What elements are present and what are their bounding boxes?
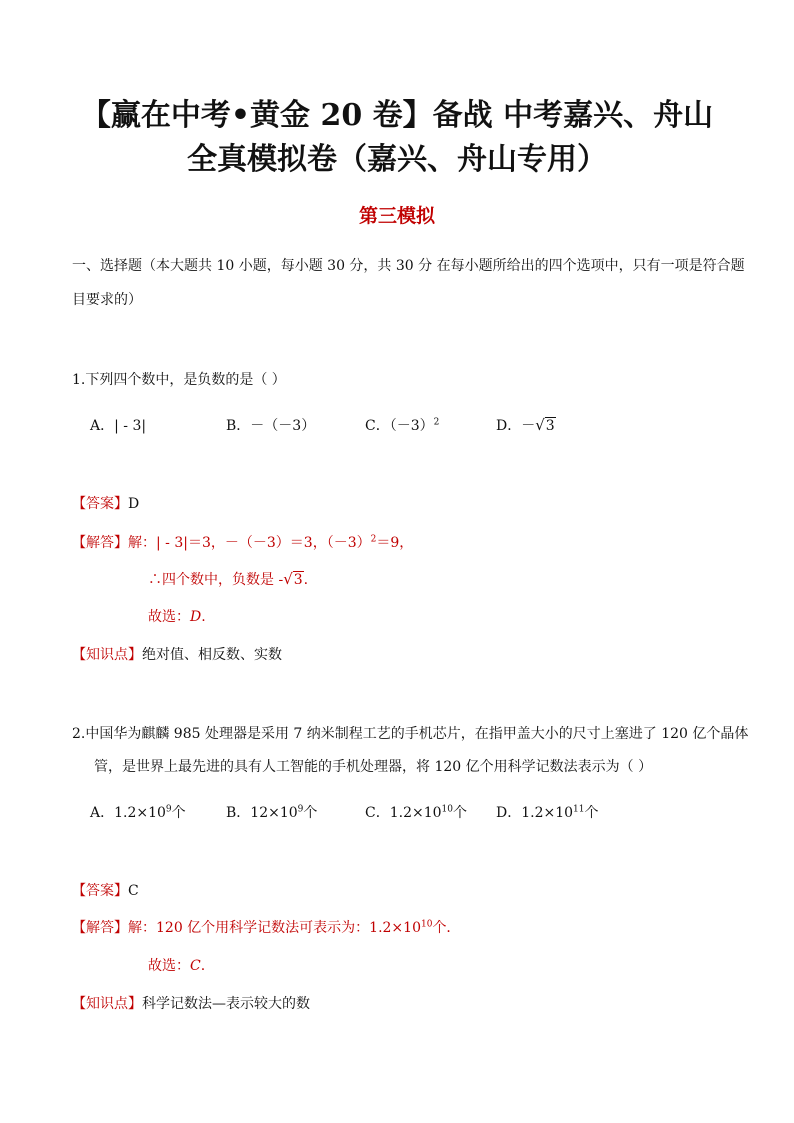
q2-option-b-base: B．12×10 xyxy=(226,805,298,821)
knowledge-tag: 【知识点】 xyxy=(72,996,142,1012)
q1-option-d xyxy=(496,415,556,435)
q1-answer-value: D xyxy=(128,496,140,512)
q1-solution-line-1 xyxy=(72,533,413,553)
q1-option-d-prefix: D．－ xyxy=(496,418,536,434)
q2-solution-line-1 xyxy=(72,918,460,938)
page-title-line-2: 全真模拟卷（嘉兴、舟山专用） xyxy=(187,142,607,177)
sqrt-symbol: √3 xyxy=(535,416,555,434)
q2-option-b xyxy=(226,802,317,822)
q2-option-a-base: A．1.2×10 xyxy=(90,805,166,821)
q1-option-c-base: C．（－3） xyxy=(365,418,434,434)
q2-option-c-exponent: 10 xyxy=(441,804,453,815)
q2-option-d-unit: 个 xyxy=(584,805,599,821)
sqrt-symbol: √3 xyxy=(283,570,303,588)
q1-solution-line-3 xyxy=(148,607,206,627)
q1-option-b: B．－（－3） xyxy=(226,418,316,434)
q2-option-c-unit: 个 xyxy=(452,805,467,821)
q1-knowledge xyxy=(72,645,282,665)
q2-option-d-base: D．1.2×10 xyxy=(496,805,574,821)
q1-solution-line-2 xyxy=(148,569,308,590)
q2-option-a-unit: 个 xyxy=(171,805,186,821)
q1-solution-exponent: 2 xyxy=(370,534,377,545)
q2-option-c xyxy=(365,802,467,822)
q2-answer xyxy=(72,881,139,901)
q2-solution-line-2 xyxy=(148,956,205,976)
q2-option-b-exponent: 9 xyxy=(297,804,304,815)
q2-option-a-exponent: 9 xyxy=(165,804,172,815)
q2-solution-text-1: 解：120 亿个用科学记数法可表示为：1.2×10 xyxy=(128,920,421,936)
answer-tag: 【答案】 xyxy=(72,883,128,899)
page-subtitle: 第三模拟 xyxy=(358,205,435,227)
q1-knowledge-value: 绝对值、相反数、实数 xyxy=(142,647,282,663)
q1-option-c xyxy=(365,415,439,435)
q2-solution-choice: C xyxy=(190,958,201,974)
q1-solution-text-3-end: . xyxy=(201,609,206,625)
q1-option-d-radicand: 3 xyxy=(545,418,555,434)
q2-solution-text-2: 故选： xyxy=(148,958,190,974)
q2-stem-line-1: 2.中国华为麒麟 985 处理器是采用 7 纳米制程工艺的手机芯片，在指甲盖大小的尺寸上塞进了 120 亿个晶体 xyxy=(72,726,749,742)
q2-option-c-base: C．1.2×10 xyxy=(365,805,442,821)
q2-knowledge xyxy=(72,994,310,1014)
q2-solution-text-2-end: . xyxy=(200,958,206,974)
q2-solution-text-1-end: 个． xyxy=(432,920,461,936)
q2-answer-value: C xyxy=(128,883,139,899)
q1-solution-text-1-end: ＝9， xyxy=(376,535,414,551)
q1-solution-text-2-end: . xyxy=(303,572,309,588)
q1-option-a: A．| - 3| xyxy=(90,418,147,434)
q1-solution-text-1: 解：| - 3|＝3，－（－3）＝3，（－3） xyxy=(128,535,371,551)
q2-solution-exponent: 10 xyxy=(420,919,433,930)
page-title-line-1: 【赢在中考•黄金 20 卷】备战 中考嘉兴、舟山 xyxy=(80,98,714,133)
answer-tag: 【答案】 xyxy=(72,496,128,512)
knowledge-tag: 【知识点】 xyxy=(72,647,142,663)
q1-answer xyxy=(72,494,139,514)
q1-solution-choice: D xyxy=(190,609,202,625)
q2-option-d xyxy=(496,802,599,822)
q1-solution-radicand: 3 xyxy=(293,572,303,588)
q1-stem: 1.下列四个数中，是负数的是（ ） xyxy=(72,372,286,388)
q2-stem-line-2: 管，是世界上最先进的具有人工智能的手机处理器，将 120 亿个用科学记数法表示为（ ） xyxy=(94,759,653,775)
q2-knowledge-value: 科学记数法—表示较大的数 xyxy=(142,996,310,1012)
solution-tag: 【解答】 xyxy=(72,535,128,551)
q2-option-a xyxy=(90,802,186,822)
q2-option-b-unit: 个 xyxy=(303,805,318,821)
solution-tag: 【解答】 xyxy=(72,920,128,936)
q1-solution-text-3: 故选： xyxy=(148,609,190,625)
q2-option-d-exponent: 11 xyxy=(573,804,585,815)
section-instruction-line-1: 一、选择题（本大题共 10 小题，每小题 30 分，共 30 分 在每小题所给出的四个选项中，只有一项是符合题 xyxy=(72,258,745,274)
q1-option-c-exponent: 2 xyxy=(433,417,440,428)
q1-solution-text-2: ∴四个数中，负数是 - xyxy=(148,572,284,588)
section-instruction-line-2: 目要求的） xyxy=(72,292,142,308)
